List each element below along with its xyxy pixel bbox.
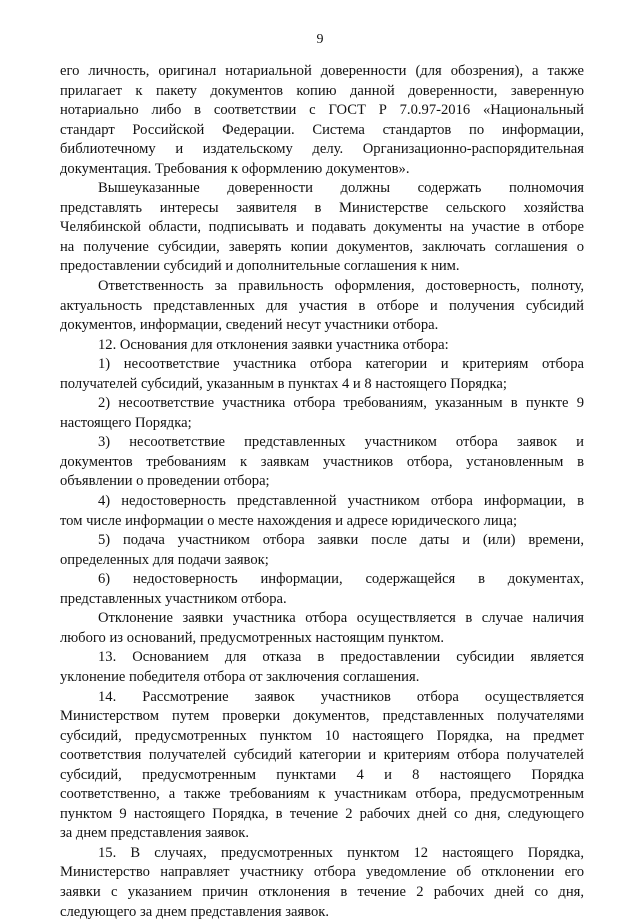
text-line: 13. Основанием для отказа в предоставлении субсидии является: [98, 649, 584, 666]
text-line: следующего за днем представления заявок.: [60, 903, 329, 920]
text-line: 12. Основания для отклонения заявки участника отбора:: [98, 336, 449, 353]
paragraph: [60, 179, 584, 277]
paragraph: [60, 433, 584, 492]
paragraph: [60, 609, 584, 648]
text-line: уклонение победителя отбора от заключения соглашения.: [60, 668, 420, 685]
paragraph: [60, 62, 584, 179]
text-line: Отклонение заявки участника отбора осуществляется в случае наличия: [98, 610, 584, 627]
text-line: том числе информации о месте нахождения и адресе юридического лица;: [60, 512, 518, 529]
text-line: документов требованиям к заявкам участников отбора, установленным в: [60, 453, 584, 470]
paragraph: [60, 570, 584, 609]
text-line: определенных для подачи заявок;: [60, 551, 269, 568]
text-line: предоставлении субсидий и дополнительные соглашения к ним.: [60, 258, 460, 275]
text-line: получателей субсидий, указанным в пунктах 4 и 8 настоящего Порядка;: [60, 375, 507, 392]
text-line: Челябинской области, подписывать и подавать документы на участие в отборе: [60, 219, 584, 236]
text-line: 2) несоответствие участника отбора требованиям, указанным в пункте 9: [98, 395, 584, 412]
paragraph: [60, 531, 584, 570]
text-line: 5) подача участником отбора заявки после даты и (или) времени,: [98, 532, 584, 549]
text-line: Министерством путем проверки документов, представленных получателями: [60, 708, 584, 725]
text-line: за днем представления заявок.: [60, 825, 250, 842]
text-line: Министерство направляет участнику отбора уведомление об отклонении его: [60, 864, 584, 881]
text-line: библиотечному и издательскому делу. Организационно-распорядительная: [60, 141, 584, 158]
text-line: 1) несоответствие участника отбора категории и критериям отбора: [98, 356, 584, 373]
paragraph: [60, 394, 584, 433]
text-line: стандарт Российской Федерации. Система стандартов по информации,: [60, 121, 584, 138]
text-line: представленных участником отбора.: [60, 590, 287, 607]
text-line: его личность, оригинал нотариальной доверенности (для обозрения), а также: [60, 63, 584, 79]
text-line: нотариально либо в соответствии с ГОСТ Р 7.0.97-2016 «Национальный: [60, 102, 584, 119]
text-line: 14. Рассмотрение заявок участников отбора осуществляется: [98, 688, 584, 705]
text-line: пунктом 9 настоящего Порядка, в течение 2 рабочих дней со дня, следующего: [60, 805, 584, 822]
text-line: актуальность представленных для участия в отборе и получения субсидий: [60, 297, 584, 314]
text-line: представлять интересы заявителя в Министерстве сельского хозяйства: [60, 199, 584, 216]
text-line: документов, информации, сведений несут участники отбора.: [60, 317, 439, 334]
text-line: 6) недостоверность информации, содержащейся в документах,: [98, 571, 584, 588]
text-line: документация. Требования к оформлению документов».: [60, 160, 410, 177]
text-line: 3) несоответствие представленных участником отбора заявок и: [98, 434, 584, 451]
text-line: соответственно, а также требованиям к участникам отбора, предусмотренным: [60, 786, 584, 803]
paragraph: [60, 648, 584, 687]
paragraph: [60, 336, 584, 356]
text-line: любого из оснований, предусмотренных настоящим пунктом.: [60, 629, 444, 646]
text-line: 15. В случаях, предусмотренных пунктом 12 настоящего Порядка,: [98, 844, 584, 861]
text-line: объявлении о проведении отбора;: [60, 473, 270, 490]
text-line: на получение субсидии, заверять копии документов, заключать соглашения о: [60, 238, 584, 255]
text-line: субсидий, предусмотренных пунктом 10 настоящего Порядка, на предмет: [60, 727, 584, 744]
paragraph: [60, 844, 584, 922]
text-line: Ответственность за правильность оформления, достоверность, полноту,: [98, 278, 584, 295]
text-line: заявки с указанием причин отклонения в течение 2 рабочих дней со дня,: [60, 883, 584, 900]
page-number: 9: [316, 32, 324, 47]
paragraph: [60, 277, 584, 336]
paragraph: [60, 492, 584, 531]
text-line: прилагает к пакету документов копию данной доверенности, заверенную: [60, 82, 584, 99]
text-line: Вышеуказанные доверенности должны содержать полномочия: [98, 180, 584, 197]
paragraph: [60, 688, 584, 844]
paragraph: [60, 355, 584, 394]
text-line: соответствия получателей субсидий категории и критериям отбора получателей: [60, 747, 584, 764]
text-line: субсидий, предусмотренным пунктами 4 и 8 настоящего Порядка: [60, 766, 584, 783]
text-line: 4) недостоверность представленной участником отбора информации, в: [98, 493, 584, 510]
document-body: [60, 62, 584, 922]
text-line: настоящего Порядка;: [60, 414, 192, 431]
